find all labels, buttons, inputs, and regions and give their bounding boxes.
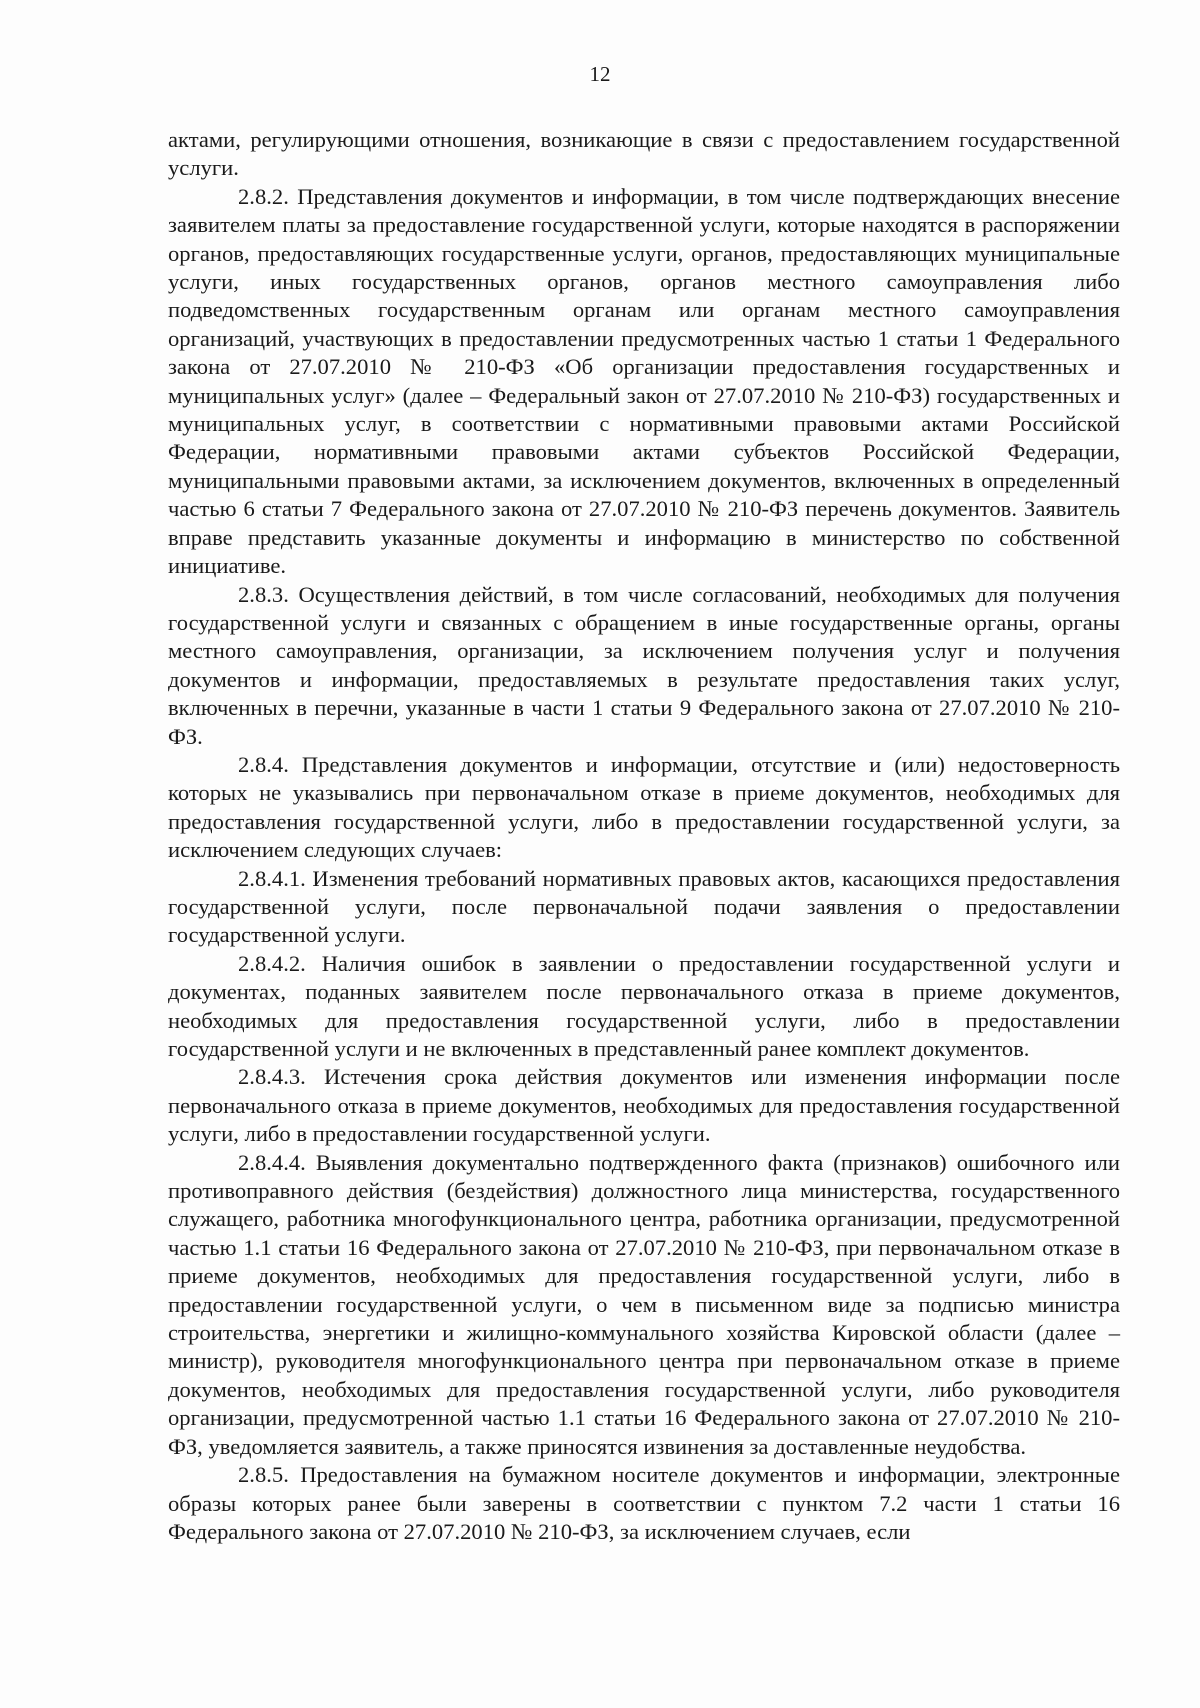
page-number: 12 xyxy=(589,62,611,86)
paragraph-2-8-2: 2.8.2. Представления документов и информации, в том числе подтверждающих внесение заявителем платы за предоставление государственной услуги, которые находятся в распоряжении органов, предоставляющих государственные услуги, органов, предоставляющих муниципальные услуги, иных государственных органов, органов местного самоуправления либо подведомственных государственным органам или органам местного самоуправления организаций, участвующих в предоставлении предусмотренных частью 1 статьи 1 Федерального закона от 27.07.2010 № 210-ФЗ «Об организации предоставления государственных и муниципальных услуг» (далее – Федеральный закон от 27.07.2010 № 210-ФЗ) государственных и муниципальных услуг, в соответствии с нормативными правовыми актами Российской Федерации, нормативными правовыми актами субъектов Российской Федерации, муниципальными правовыми актами, за исключением документов, включенных в определенный частью 6 статьи 7 Федерального закона от 27.07.2010 № 210-ФЗ перечень документов. Заявитель вправе представить указанные документы и информацию в министерство по собственной инициативе. xyxy=(168,183,1120,579)
paragraph-2-8-4-4: 2.8.4.4. Выявления документально подтвержденного факта (признаков) ошибочного или противоправного действия (бездействия) должностного лица министерства, государственного служащего, работника многофункционального центра, работника организации, предусмотренной частью 1.1 статьи 16 Федерального закона от 27.07.2010 № 210-ФЗ, при первоначальном отказе в приеме документов, необходимых для предоставления государственной услуги, либо в предоставлении государственной услуги, о чем в письменном виде за подписью министра строительства, энергетики и жилищно-коммунального хозяйства Кировской области (далее – министр), руководителя многофункционального центра при первоначальном отказе в приеме документов, необходимых для предоставления государственной услуги, либо руководителя организации, предусмотренной частью 1.1 статьи 16 Федерального закона от 27.07.2010 № 210-ФЗ, уведомляется заявитель, а также приносятся извинения за доставленные неудобства. xyxy=(168,1149,1120,1459)
paragraph-2-8-4-2: 2.8.4.2. Наличия ошибок в заявлении о предоставлении государственной услуги и документах, поданных заявителем после первоначального отказа в приеме документов, необходимых для предоставления государственной услуги, либо в предоставлении государственной услуги и не включенных в представленный ранее комплект документов. xyxy=(168,950,1120,1061)
document-body xyxy=(168,126,1120,1546)
paragraph-2-8-4: 2.8.4. Представления документов и информации, отсутствие и (или) недостоверность которых не указывались при первоначальном отказе в приеме документов, необходимых для предоставления государственной услуги, либо в предоставлении государственной услуги, за исключением следующих случаев: xyxy=(168,751,1120,863)
paragraph-2-8-4-3: 2.8.4.3. Истечения срока действия документов или изменения информации после первоначального отказа в приеме документов, необходимых для предоставления государственной услуги, либо в предоставлении государственной услуги. xyxy=(168,1064,1120,1147)
paragraph-continued: актами, регулирующими отношения, возникающие в связи с предоставлением государственной услуги. xyxy=(168,127,1120,181)
paragraph-2-8-4-1: 2.8.4.1. Изменения требований нормативных правовых актов, касающихся предоставления государственной услуги, после первоначальной подачи заявления о предоставлении государственной услуги. xyxy=(168,865,1120,948)
paragraph-2-8-3: 2.8.3. Осуществления действий, в том числе согласований, необходимых для получения государственной услуги и связанных с обращением в иные государственные органы, органы местного самоуправления, организации, за исключением получения услуг и получения документов и информации, предоставляемых в результате предоставления таких услуг, включенных в перечни, указанные в части 1 статьи 9 Федерального закона от 27.07.2010 № 210-ФЗ. xyxy=(168,581,1120,749)
paragraph-2-8-5: 2.8.5. Предоставления на бумажном носителе документов и информации, электронные образы которых ранее были заверены в соответствии с пунктом 7.2 части 1 статьи 16 Федерального закона от 27.07.2010 № 210-ФЗ, за исключением случаев, если xyxy=(168,1462,1120,1544)
